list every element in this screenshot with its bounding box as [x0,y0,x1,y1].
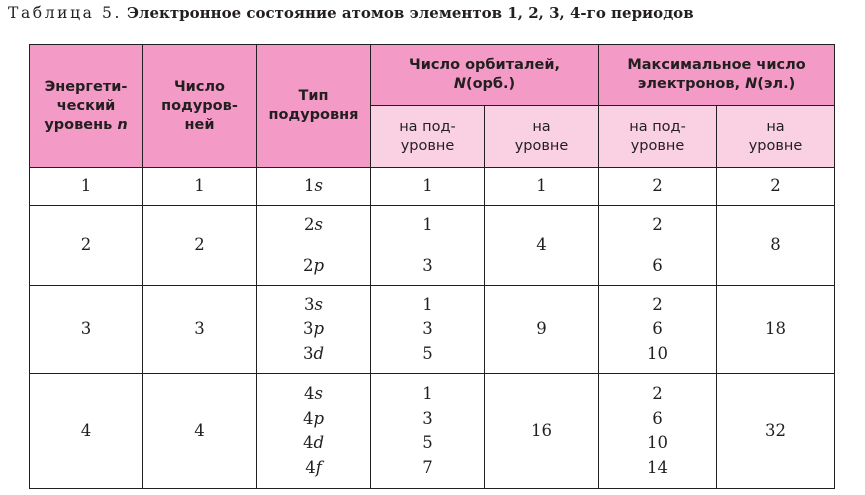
cell-electrons-sublevel: 2 6 [599,206,717,286]
header-orbitals-on-sublevel: на под- уровне [371,106,485,168]
header-sublevel-count: Число подуров- ней [143,45,257,168]
header-orbitals: Число орбиталей, N(орб.) [371,45,599,106]
table-row [30,206,835,286]
cell-electrons-sublevel: 2 6 10 [599,286,717,374]
cell-level: 3 [30,286,143,374]
header-electrons-on-level: на уровне [717,106,835,168]
cell-orbitals-sublevel: 1 3 5 [371,286,485,374]
cell-electrons-level: 18 [717,286,835,374]
header-sublevel-type: Тип подуровня [257,45,371,168]
cell-sublevel-count: 2 [143,206,257,286]
caption-prefix: Таблица 5. [8,4,123,22]
cell-level: 2 [30,206,143,286]
header-electrons: Максимальное число электронов, N(эл.) [599,45,835,106]
cell-electrons-level: 8 [717,206,835,286]
cell-orbitals-level: 4 [485,206,599,286]
cell-orbitals-level: 1 [485,168,599,206]
cell-electrons-sublevel: 2 [599,168,717,206]
cell-electrons-level: 32 [717,374,835,489]
cell-sublevel-type: 2s 2p [257,206,371,286]
cell-orbitals-level: 9 [485,286,599,374]
cell-sublevel-type: 1s [257,168,371,206]
cell-electrons-level: 2 [717,168,835,206]
cell-orbitals-sublevel: 1 [371,168,485,206]
electron-state-table [29,44,835,489]
table-row [30,168,835,206]
cell-sublevel-type: 4s 4p 4d 4f [257,374,371,489]
table-row [30,286,835,374]
table-caption [8,4,694,22]
cell-level: 4 [30,374,143,489]
cell-sublevel-count: 4 [143,374,257,489]
cell-orbitals-sublevel: 1 3 5 7 [371,374,485,489]
cell-orbitals-sublevel: 1 3 [371,206,485,286]
table-row [30,374,835,489]
caption-title: Электронное состояние атомов элементов 1, 2, 3, 4-го периодов [126,4,694,22]
cell-sublevel-type: 3s 3p 3d [257,286,371,374]
cell-level: 1 [30,168,143,206]
cell-sublevel-count: 3 [143,286,257,374]
header-electrons-on-sublevel: на под- уровне [599,106,717,168]
cell-sublevel-count: 1 [143,168,257,206]
cell-electrons-sublevel: 2 6 10 14 [599,374,717,489]
header-level: Энергети- ческий уровень n [30,45,143,168]
header-orbitals-on-level: на уровне [485,106,599,168]
cell-orbitals-level: 16 [485,374,599,489]
